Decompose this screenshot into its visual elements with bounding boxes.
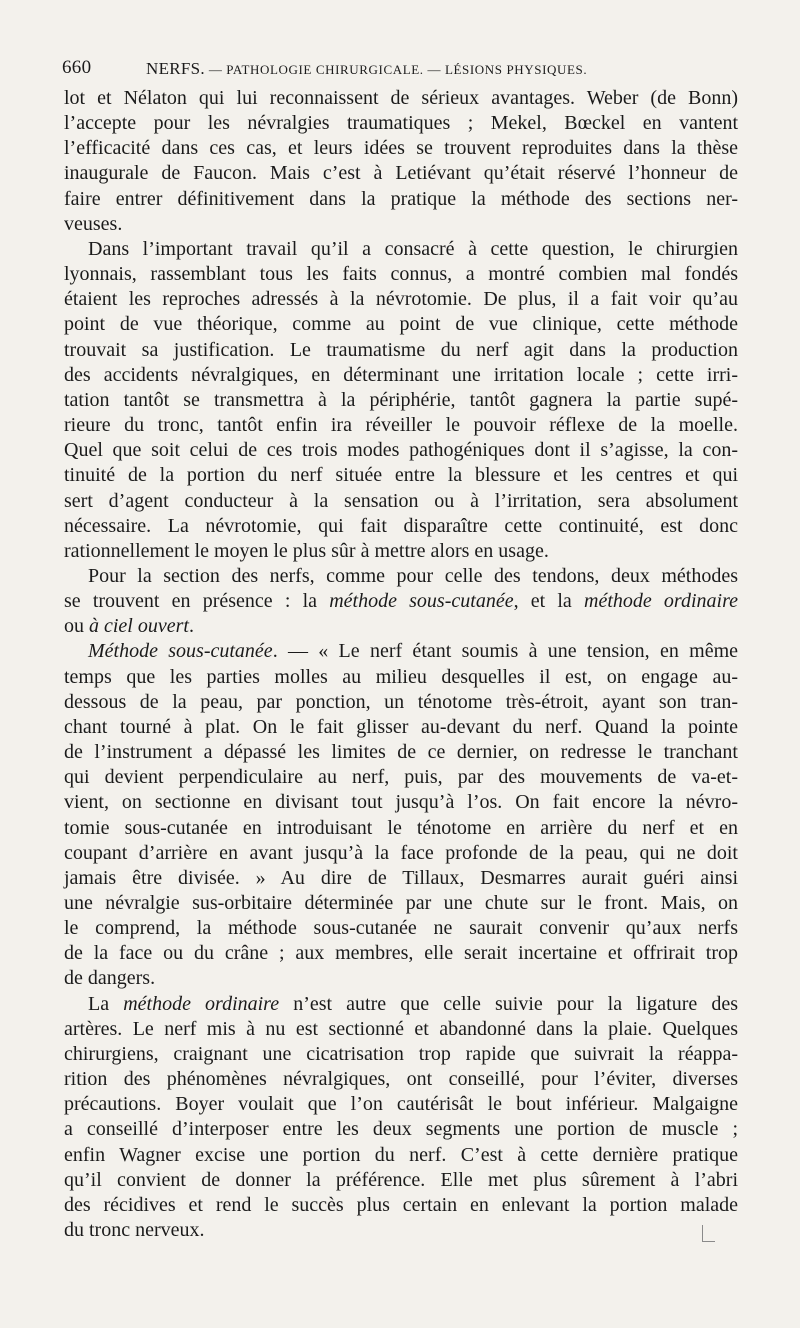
text-line: faire entrer définitivement dans la pratique la méthode des sections ner- bbox=[64, 187, 738, 210]
text-run: La bbox=[88, 992, 124, 1015]
italic-term: méthode ordinaire bbox=[584, 590, 739, 613]
running-header bbox=[62, 57, 738, 81]
text-line bbox=[64, 589, 738, 614]
text-line: enfin Wagner excise une portion du nerf. C’est à cette dernière pratique bbox=[64, 1143, 738, 1166]
text-line: trouvait sa justification. Le traumatisme du nerf agit dans la production bbox=[64, 338, 738, 361]
header-part-nerfs: NERFS. bbox=[146, 59, 205, 78]
text-line: tation tantôt se transmettra à la périphérie, tantôt gagnera la partie supé- bbox=[64, 388, 738, 411]
text-line: le comprend, la méthode sous-cutanée ne saurait convenir qu’aux nerfs bbox=[64, 917, 738, 940]
text-line: artères. Le nerf mis à nu est sectionné et abandonné dans la plaie. Quelques bbox=[64, 1017, 738, 1040]
text-line: de dangers. bbox=[64, 967, 156, 990]
text-line: point de vue théorique, comme au point de vue clinique, cette méthode bbox=[64, 313, 738, 336]
text-line: sert d’agent conducteur à la sensation ou à l’irritation, sera absolument bbox=[64, 489, 738, 512]
text-line: étaient les reproches adressés à la névrotomie. De plus, il a fait voir qu’au bbox=[64, 288, 738, 311]
text-line: Quel que soit celui de ces trois modes pathogéniques dont il s’agisse, la con- bbox=[64, 439, 738, 462]
text-run: n’est autre que celle suivie pour la ligature des bbox=[279, 992, 738, 1015]
paragraph-1 bbox=[64, 86, 738, 237]
italic-term: méthode ordinaire bbox=[123, 992, 280, 1015]
page-corner-mark bbox=[702, 1225, 715, 1242]
text-line: a conseillé d’interposer entre les deux segments une portion de muscle ; bbox=[64, 1118, 738, 1141]
text-line: Pour la section des nerfs, comme pour celle des tendons, deux méthodes bbox=[88, 564, 738, 587]
header-separator: — bbox=[423, 62, 445, 77]
text-line: coupant d’arrière en avant jusqu’à la face profonde de la peau, qui ne doit bbox=[64, 841, 738, 864]
text-line: rationnellement le moyen le plus sûr à mettre alors en usage. bbox=[64, 539, 549, 562]
paragraph-5 bbox=[64, 992, 738, 1244]
italic-term: à ciel ouvert bbox=[89, 615, 189, 638]
text-line: Dans l’important travail qu’il a consacré à cette question, le chirurgien bbox=[88, 237, 738, 260]
text-run: ou bbox=[64, 615, 89, 638]
text-line: inaugurale de Faucon. Mais c’est à Letiévant qu’était réservé l’honneur de bbox=[64, 162, 738, 185]
header-part-lesions: LÉSIONS PHYSIQUES. bbox=[444, 62, 588, 77]
text-line: l’accepte pour les névralgies traumatiques ; Mekel, Bœckel en vantent bbox=[64, 112, 738, 135]
text-run: . — « Le nerf étant soumis à une tension, en même bbox=[272, 640, 739, 663]
text-line: nécessaire. La névrotomie, qui fait disparaître cette continuité, est donc bbox=[64, 514, 738, 537]
italic-term: Méthode sous-cutanée bbox=[88, 640, 273, 663]
text-line: tomie sous-cutanée en introduisant le ténotome en arrière du nerf et en bbox=[64, 816, 738, 839]
paragraph-4 bbox=[64, 639, 738, 991]
text-line bbox=[64, 639, 738, 664]
text-line: précautions. Boyer voulait que l’on cautérisât le bout inférieur. Malgaigne bbox=[64, 1093, 738, 1116]
text-line: chant tourné à plat. On le fait glisser au-devant du nerf. Quand la pointe bbox=[64, 715, 738, 738]
text-line: l’efficacité dans ces cas, et leurs idées se trouvent reproduites dans la thèse bbox=[64, 137, 738, 160]
text-line bbox=[64, 992, 738, 1017]
text-line bbox=[64, 614, 738, 639]
text-line: rition des phénomènes névralgiques, ont conseillé, pour l’éviter, diverses bbox=[64, 1068, 738, 1091]
text-line: lyonnais, rassemblant tous les faits connus, a montré combien mal fondés bbox=[64, 263, 738, 286]
text-line: qu’il convient de donner la préférence. Elle met plus sûrement à l’abri bbox=[64, 1168, 738, 1191]
text-line: veuses. bbox=[64, 212, 123, 235]
text-line: chirurgiens, craignant une cicatrisation trop rapide que suivrait la réappa- bbox=[64, 1042, 738, 1065]
text-line: temps que les parties molles au milieu desquelles il est, on engage au- bbox=[64, 665, 738, 688]
text-line: de la face ou du crâne ; aux membres, elle serait incertaine et offrirait trop bbox=[64, 942, 738, 965]
text-run: se trouvent en présence : la bbox=[64, 590, 330, 613]
text-line: dessous de la peau, par ponction, un ténotome très-étroit, ayant son tran- bbox=[64, 690, 738, 713]
text-line: des récidives et rend le succès plus certain en enlevant la portion malade bbox=[64, 1193, 738, 1216]
text-line: des accidents névralgiques, en déterminant une irritation locale ; cette irri- bbox=[64, 363, 738, 386]
text-line: du tronc nerveux. bbox=[64, 1219, 205, 1242]
text-line: jamais être divisée. » Au dire de Tillaux, Desmarres aurait guéri ainsi bbox=[64, 866, 738, 889]
text-line: vient, on sectionne en divisant tout jusqu’à l’os. On fait encore la névro- bbox=[64, 791, 738, 814]
paragraph-2 bbox=[64, 237, 738, 564]
running-title bbox=[146, 59, 587, 79]
text-line: qui devient perpendiculaire au nerf, puis, par des mouvements de va-et- bbox=[64, 766, 738, 789]
body-text bbox=[64, 86, 738, 1243]
italic-term: méthode sous-cutanée bbox=[329, 590, 514, 613]
text-line: de l’instrument a dépassé les limites de ce dernier, on redresse le tranchant bbox=[64, 741, 738, 764]
page-number: 660 bbox=[62, 57, 92, 78]
text-line: une névralgie sus-orbitaire déterminée par une chute sur le front. Mais, on bbox=[64, 892, 738, 914]
text-line: rieure du tronc, tantôt enfin ira réveiller le pouvoir réflexe de la moelle. bbox=[64, 414, 738, 437]
text-line: tinuité de la portion du nerf située entre la blessure et les centres et qui bbox=[64, 464, 738, 487]
header-part-pathologie: PATHOLOGIE CHIRURGICALE. bbox=[226, 62, 424, 77]
text-run: . bbox=[188, 615, 194, 638]
paragraph-3 bbox=[64, 564, 738, 639]
header-separator: — bbox=[204, 62, 227, 77]
text-line: lot et Nélaton qui lui reconnaissent de sérieux avantages. Weber (de Bonn) bbox=[64, 87, 738, 109]
text-run: , et la bbox=[513, 590, 584, 613]
